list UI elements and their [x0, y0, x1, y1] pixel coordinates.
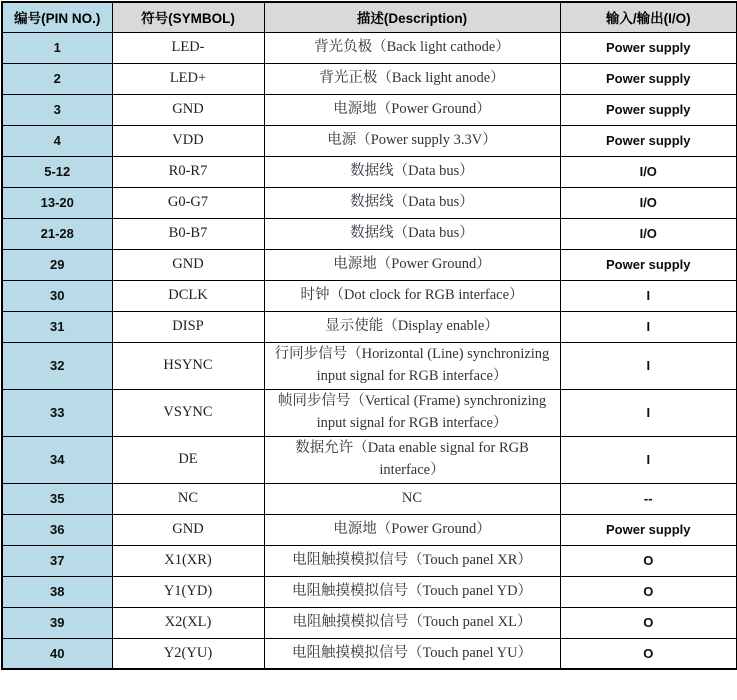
- table-row: [2, 436, 737, 483]
- description-cell: 数据线（Data bus）: [264, 218, 560, 249]
- io-cell: I/O: [560, 156, 737, 187]
- symbol-cell: LED-: [112, 32, 264, 63]
- io-cell: Power supply: [560, 514, 737, 545]
- pin-cell: 3: [2, 94, 112, 125]
- table-row: [2, 389, 737, 436]
- symbol-cell: DISP: [112, 311, 264, 342]
- io-cell: O: [560, 545, 737, 576]
- pin-cell: 29: [2, 249, 112, 280]
- symbol-cell: DE: [112, 436, 264, 483]
- table-row: [2, 125, 737, 156]
- io-cell: Power supply: [560, 63, 737, 94]
- io-cell: I: [560, 436, 737, 483]
- io-cell: --: [560, 483, 737, 514]
- header-symbol: 符号(SYMBOL): [112, 2, 264, 32]
- symbol-cell: GND: [112, 514, 264, 545]
- header-description: 描述(Description): [264, 2, 560, 32]
- table-row: [2, 342, 737, 389]
- description-cell: 电阻触摸模拟信号（Touch panel XL）: [264, 607, 560, 638]
- description-cell: 数据线（Data bus）: [264, 156, 560, 187]
- table-row: [2, 311, 737, 342]
- pin-cell: 1: [2, 32, 112, 63]
- io-cell: I: [560, 342, 737, 389]
- pin-cell: 34: [2, 436, 112, 483]
- description-cell: 时钟（Dot clock for RGB interface）: [264, 280, 560, 311]
- description-cell: 电阻触摸模拟信号（Touch panel YD）: [264, 576, 560, 607]
- pin-cell: 32: [2, 342, 112, 389]
- description-cell: NC: [264, 483, 560, 514]
- description-cell: 数据线（Data bus）: [264, 187, 560, 218]
- header-pin-no: 编号(PIN NO.): [2, 2, 112, 32]
- symbol-cell: GND: [112, 94, 264, 125]
- table-row: [2, 280, 737, 311]
- symbol-cell: X2(XL): [112, 607, 264, 638]
- table-row: [2, 187, 737, 218]
- table-row: [2, 32, 737, 63]
- pin-table-body: [2, 32, 737, 669]
- table-row: [2, 514, 737, 545]
- io-cell: Power supply: [560, 32, 737, 63]
- pin-cell: 2: [2, 63, 112, 94]
- pin-cell: 5-12: [2, 156, 112, 187]
- description-cell: 背光负极（Back light cathode）: [264, 32, 560, 63]
- pin-assignment-table: [1, 1, 737, 670]
- symbol-cell: R0-R7: [112, 156, 264, 187]
- io-cell: I: [560, 311, 737, 342]
- description-cell: 电源地（Power Ground）: [264, 249, 560, 280]
- io-cell: I/O: [560, 187, 737, 218]
- pin-cell: 36: [2, 514, 112, 545]
- table-row: [2, 607, 737, 638]
- io-cell: I: [560, 389, 737, 436]
- table-row: [2, 156, 737, 187]
- io-cell: Power supply: [560, 249, 737, 280]
- symbol-cell: Y1(YD): [112, 576, 264, 607]
- description-cell: 电阻触摸模拟信号（Touch panel XR）: [264, 545, 560, 576]
- symbol-cell: LED+: [112, 63, 264, 94]
- description-cell: 背光正极（Back light anode）: [264, 63, 560, 94]
- description-cell: 电源地（Power Ground）: [264, 94, 560, 125]
- table-row: [2, 94, 737, 125]
- pin-cell: 31: [2, 311, 112, 342]
- description-cell: 电阻触摸模拟信号（Touch panel YU）: [264, 638, 560, 669]
- description-cell: 电源（Power supply 3.3V）: [264, 125, 560, 156]
- symbol-cell: GND: [112, 249, 264, 280]
- symbol-cell: G0-G7: [112, 187, 264, 218]
- table-row: [2, 483, 737, 514]
- io-cell: O: [560, 576, 737, 607]
- table-header: [2, 2, 737, 32]
- pin-cell: 21-28: [2, 218, 112, 249]
- description-cell: 数据允许（Data enable signal for RGB interface）: [264, 436, 560, 483]
- io-cell: I: [560, 280, 737, 311]
- table-row: [2, 63, 737, 94]
- symbol-cell: NC: [112, 483, 264, 514]
- pin-cell: 39: [2, 607, 112, 638]
- pin-cell: 35: [2, 483, 112, 514]
- symbol-cell: VSYNC: [112, 389, 264, 436]
- symbol-cell: Y2(YU): [112, 638, 264, 669]
- io-cell: Power supply: [560, 125, 737, 156]
- io-cell: Power supply: [560, 94, 737, 125]
- io-cell: O: [560, 607, 737, 638]
- pin-cell: 33: [2, 389, 112, 436]
- symbol-cell: VDD: [112, 125, 264, 156]
- table-row: [2, 576, 737, 607]
- pin-cell: 37: [2, 545, 112, 576]
- header-io: 输入/输出(I/O): [560, 2, 737, 32]
- description-cell: 行同步信号（Horizontal (Line) synchronizing input signal for RGB interface）: [264, 342, 560, 389]
- description-cell: 显示使能（Display enable）: [264, 311, 560, 342]
- symbol-cell: HSYNC: [112, 342, 264, 389]
- header-row: [2, 2, 737, 32]
- symbol-cell: X1(XR): [112, 545, 264, 576]
- pin-cell: 4: [2, 125, 112, 156]
- table-row: [2, 638, 737, 669]
- description-cell: 帧同步信号（Vertical (Frame) synchronizing input signal for RGB interface）: [264, 389, 560, 436]
- table-row: [2, 218, 737, 249]
- pin-cell: 30: [2, 280, 112, 311]
- io-cell: O: [560, 638, 737, 669]
- table-row: [2, 249, 737, 280]
- symbol-cell: DCLK: [112, 280, 264, 311]
- pin-cell: 38: [2, 576, 112, 607]
- io-cell: I/O: [560, 218, 737, 249]
- symbol-cell: B0-B7: [112, 218, 264, 249]
- table-row: [2, 545, 737, 576]
- description-cell: 电源地（Power Ground）: [264, 514, 560, 545]
- pin-cell: 40: [2, 638, 112, 669]
- pin-cell: 13-20: [2, 187, 112, 218]
